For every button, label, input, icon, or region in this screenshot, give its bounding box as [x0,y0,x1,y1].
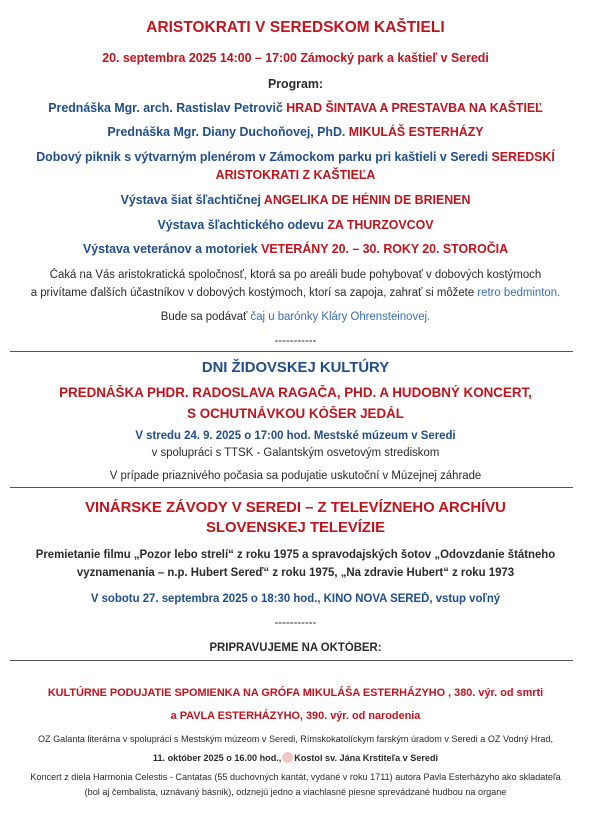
october-when-date: 11. október 2025 o 16.00 hod., [152,753,282,763]
program-item-accent: HRAD ŠINTAVA A PRESTAVBA NA KAŠTIEĽ [286,101,543,115]
divider [10,351,573,352]
october-concert-2: (bol aj čembalista, uznávaný básnik), odznejú jedno a viachlasné piesne sprevádzané hudbou na organe [84,787,507,797]
program-item-lead: Prednáška Mgr. Diany Duchoňovej, PhD. [107,125,349,139]
program-item [3,242,588,256]
program-item-accent: VETERÁNY 20. – 30. ROKY 20. STOROČIA [261,242,509,256]
divider [10,660,573,661]
event3-description-2: vyznamenania – n.p. Hubert Sereď“ z roku 1975, „Na zdravie Hubert“ z roku 1973 [76,567,515,579]
program-item-accent: MIKULÁŠ ESTERHÁZY [348,125,484,139]
program-item [3,193,588,207]
serve-text [3,311,588,323]
seal-icon [282,752,293,763]
october-when-place: Kostol sv. Jána Krstiteľa v Seredi [294,753,439,763]
program-item-accent: SEREDSKÍ [491,150,555,164]
event2-subtitle-2: S OCHUTNÁVKOU KÓŠER JEDÁL [187,406,404,421]
event2-weather: V prípade priaznivého počasia sa podujatie uskutoční v Múzejnej záhrade [109,470,482,482]
program-item-lead: Výstava šľachtického odevu [157,218,328,232]
program-item [3,150,588,164]
program-item [3,218,588,232]
program-item [3,101,588,115]
event2-subtitle: PREDNÁŠKA PHDR. RADOSLAVA RAGAČA, PHD. A HUDOBNÝ KONCERT, [59,385,532,400]
program-item-lead: Prednáška Mgr. arch. Rastislav Petrovič [48,101,287,115]
event2-partner: v spolupráci s TTSK - Galantským osvetovým strediskom [151,447,440,459]
separator-dashes: ----------- [274,335,317,347]
invite-text-lead: a privítame ďalších účastníkov v dobových kostýmoch, ktorí sa zapoja, zahrať si môžete [30,287,478,299]
event3-description: Premietanie filmu „Pozor lebo strelí“ z roku 1975 a spravodajských šotov „Odovzdanie štátneho [35,549,556,561]
event2-title: DNI ŽIDOVSKEJ KULTÚRY [201,359,390,376]
program-item-accent: ARISTOKRATI Z KAŠTIEĽA [215,168,376,182]
program-item-lead: Dobový piknik s výtvarným plenérom v Zámockom parku pri kaštieli v Seredi [36,150,492,164]
october-title-2: a PAVLA ESTERHÁZYHO, 390. výr. od narodenia [170,710,421,722]
program-item-continued [3,168,588,182]
october-when [3,753,588,764]
event1-datetime-text: 20. septembra 2025 14:00 – 17:00 Zámocký park a kaštieľ v Seredi [102,51,489,65]
october-title: KULTÚRNE PODUJATIE SPOMIENKA NA GRÓFA MIKULÁŠA ESTERHÁZYHO , 380. výr. od smrti [47,687,544,699]
separator-dashes: ----------- [274,617,317,629]
program-item [3,125,588,139]
event3-title-2: SLOVENSKEJ TELEVÍZIE [205,519,386,536]
event1-title: ARISTOKRATI V SEREDSKOM KAŠTIELI [146,19,445,36]
serve-text-lead: Bude sa podávať [160,311,251,323]
invite-text-accent: retro bedminton. [477,287,561,299]
event1-datetime [3,51,588,65]
october-organizers: OZ Galanta literárna v spolupráci s Mestským múzeom v Seredi, Rímskokatolíckym farským úradom v Seredi a OZ Vodný Hrad, [37,734,554,744]
invite-text: Čaká na Vás aristokratická spoločnosť, ktorá sa po areáli bude pohybovať v dobových kostýmoch [49,269,542,281]
event2-datetime: V stredu 24. 9. 2025 o 17:00 hod. Mestské múzeum v Seredi [135,430,456,442]
program-item-lead: Výstava šiat šľachtičnej [120,193,264,207]
invite-text-2 [3,287,588,299]
program-item-accent: ANGELIKA DE HÉNIN DE BRIENEN [263,193,471,207]
program-label: Program: [267,77,324,91]
divider [10,487,573,488]
event3-datetime: V sobotu 27. septembra 2025 o 18:30 hod., KINO NOVA SEREĎ, vstup voľný [90,593,501,605]
program-item-accent: ZA THURZOVCOV [327,218,434,232]
event3-title: VINÁRSKE ZÁVODY V SEREDI – Z TELEVÍZNEHO ARCHÍVU [85,499,506,516]
program-item-lead: Výstava veteránov a motoriek [82,242,262,256]
october-heading: PRIPRAVUJEME NA OKTÓBER: [209,642,382,654]
october-concert: Koncert z diela Harmonia Celestis - Cantatas (55 duchovných kantát, vydané v roku 1711) autora Pavla Esterházyho ako skladateľa [30,772,561,782]
serve-text-accent: čaj u barónky Kláry Ohrensteinovej. [250,311,431,323]
